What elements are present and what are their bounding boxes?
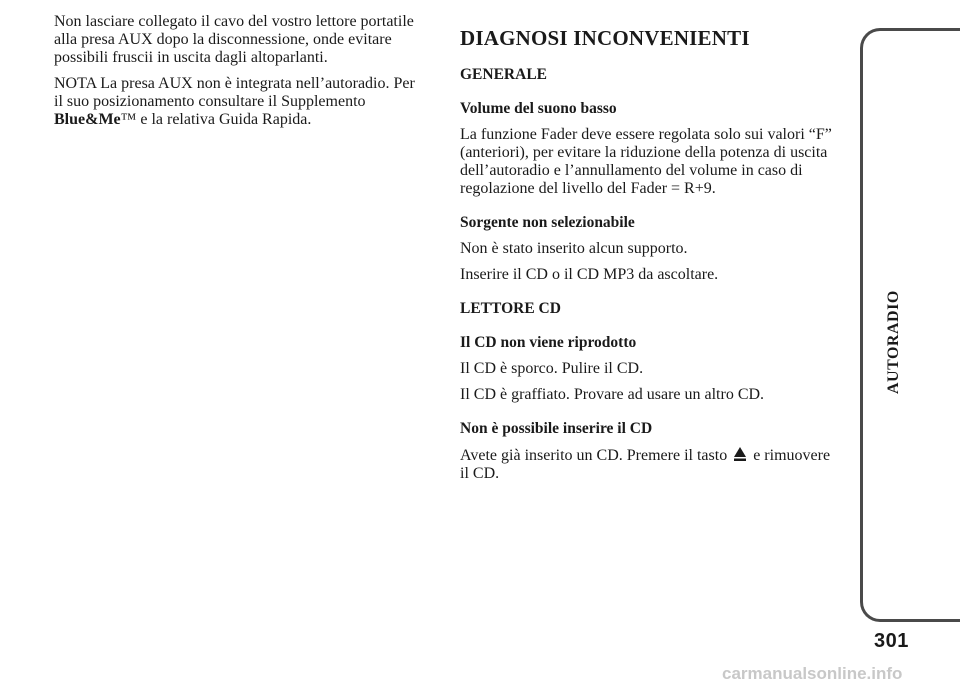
source-text-2: Inserire il CD o il CD MP3 da ascoltare.	[460, 266, 719, 283]
aux-note-text: NOTA La presa AUX non è integrata nell’autoradio. Per il suo posizionamento consultare il Supplemento	[54, 75, 415, 110]
right-column	[460, 26, 840, 491]
cd-insert-heading: Non è possibile inserire il CD	[460, 420, 653, 437]
source-heading: Sorgente non selezionabile	[460, 214, 635, 231]
cd-noplay-text-1: Il CD è sporco. Pulire il CD.	[460, 360, 644, 377]
section-title: DIAGNOSI INCONVENIENTI	[460, 26, 750, 50]
aux-note-text-end: ™ e la relativa Guida Rapida.	[120, 111, 312, 128]
chapter-tab	[860, 28, 960, 622]
cd-insert-text-end: e rimuovere il CD.	[460, 447, 831, 482]
page-number: 301	[874, 630, 909, 652]
cd-noplay-text-2: Il CD è graffiato. Provare ad usare un altro CD.	[460, 386, 765, 403]
cd-noplay-heading: Il CD non viene riprodotto	[460, 334, 637, 351]
cd-insert-text: Avete già inserito un CD. Premere il tasto	[460, 447, 728, 464]
volume-heading: Volume del suono basso	[460, 100, 617, 117]
cd-insert-paragraph	[460, 446, 840, 483]
eject-icon	[733, 446, 747, 462]
source-text-1: Non è stato inserito alcun supporto.	[460, 240, 688, 257]
cd-player-heading: LETTORE CD	[460, 300, 561, 317]
watermark: carmanualsonline.info	[722, 664, 903, 683]
left-column	[54, 13, 422, 137]
aux-cable-note: Non lasciare collegato il cavo del vostro lettore portatile alla presa AUX dopo la disconnessione, onde evitare possibili fruscii in uscita dagli altoparlanti.	[54, 13, 414, 66]
aux-note-paragraph	[54, 75, 422, 129]
blue-me-label: Blue&Me	[54, 111, 121, 128]
volume-text: La funzione Fader deve essere regolata solo sui valori “F” (anteriori), per evitare la riduzione della potenza di uscita dell’autoradio e l’annullamento del volume in caso di regolazione del livello del Fader = R+9.	[460, 126, 832, 197]
general-heading: GENERALE	[460, 66, 547, 83]
